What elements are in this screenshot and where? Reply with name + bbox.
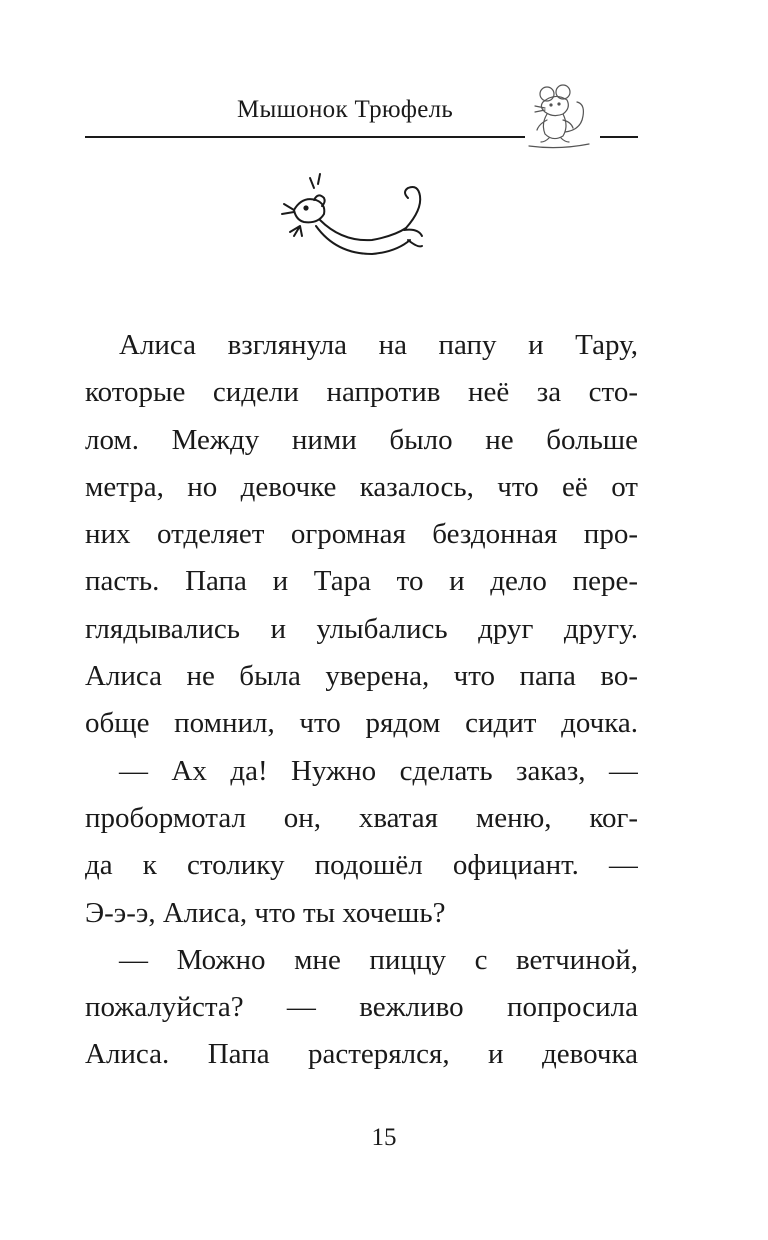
text-line: Э-э-э, Алиса, что ты хочешь? [85, 896, 446, 929]
text-line: обще помнил, что рядом сидит дочка. [85, 707, 638, 740]
text-line: которые сидели напротив неё за сто- [85, 376, 638, 409]
running-header [85, 92, 638, 152]
header-rule-right [600, 136, 638, 138]
text-line: них отделяет огромная бездонная про- [85, 518, 638, 551]
leaping-mouse-icon [272, 170, 442, 275]
text-line: — Можно мне пиццу с ветчиной, [119, 943, 638, 976]
text-line: Алиса. Папа растерялся, и девочка [85, 1038, 638, 1071]
text-line: да к столику подошёл официант. — [85, 849, 638, 882]
page-number: 15 [371, 1124, 397, 1151]
text-line: лом. Между ними было не больше [85, 423, 638, 456]
text-line: пожалуйста? — вежливо попросила [85, 991, 638, 1024]
header-rule-left [85, 136, 525, 138]
text-line: пасть. Папа и Тара то и дело пере- [85, 565, 638, 598]
text-line: — Ах да! Нужно сделать заказ, — [119, 754, 638, 787]
body-text [85, 322, 638, 1079]
text-line: метра, но девочке казалось, что её от [85, 470, 638, 503]
text-line: Алиса взглянула на папу и Тару, [119, 329, 638, 361]
text-line: Алиса не была уверена, что папа во- [85, 660, 638, 693]
running-header-title: Мышонок Трюфель [237, 96, 454, 123]
text-line: пробормотал он, хватая меню, ког- [85, 801, 638, 834]
mouse-vignette-icon [519, 80, 599, 152]
text-line: глядывались и улыбались друг другу. [85, 612, 638, 645]
